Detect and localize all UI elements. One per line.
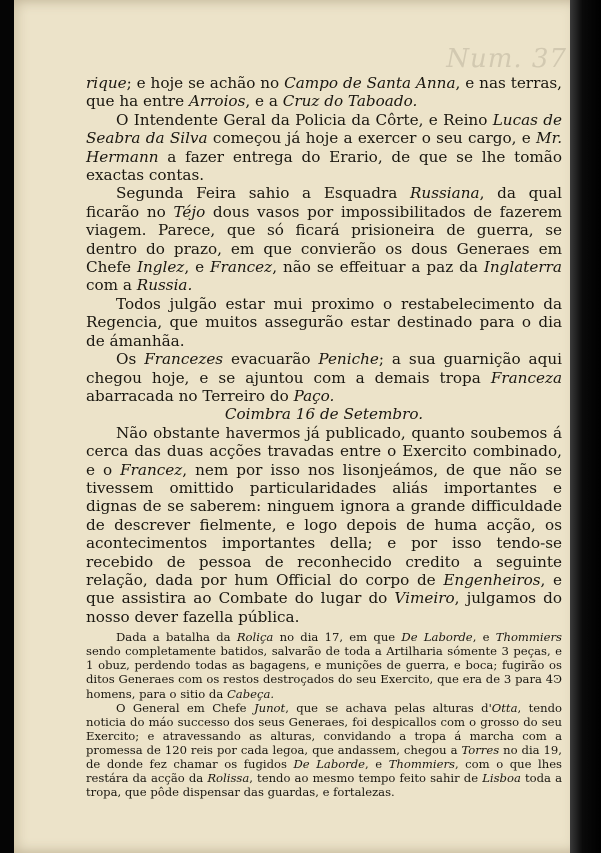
text-run: , e nas terras, que ha entre xyxy=(86,74,563,111)
text-run: , julgamos do nosso dever fazella pública. xyxy=(86,589,563,626)
italic-run: Lisboa xyxy=(482,771,521,786)
italic-run: Junot xyxy=(253,700,286,715)
italic-run: Vimeiro xyxy=(394,589,455,608)
text-run: , nem por isso nos lisonjeámos, de que não se tivessem omittido particularidades aliás importantes e dignas de se saberem: ninguem ignora a grande difficuldade de descrever fielmente, e logo depois de huma acção, os acontecimentos importantes della; e por isso tendo-se recebido de pessoa de reconhecido credito a seguinte relação, dada por hum Official do corpo de xyxy=(86,460,562,589)
paragraph-2 xyxy=(86,184,562,294)
italic-run: Téjo xyxy=(173,202,206,221)
text-run: Dada a batalha da xyxy=(116,630,237,645)
running-header: Num. 37 xyxy=(446,44,567,74)
text-run: no dia 19, de donde fez chamar os fugidos xyxy=(86,742,562,772)
text-run: toda a tropa, que pôde dispensar das guardas, e fortalezas. xyxy=(86,771,562,800)
text-run: evacuarão xyxy=(223,350,319,369)
text-run: , com o que lhes restára da acção da xyxy=(86,757,563,786)
italic-run: Russiana xyxy=(410,184,480,203)
italic-run: Russia. xyxy=(136,276,193,295)
italic-run: Mr. Hermann xyxy=(86,129,563,166)
text-run: a fazer entrega do Erario, de que se lhe tomão exactas contas. xyxy=(86,147,562,185)
text-run: , não se effeituar a paz da xyxy=(272,258,484,277)
text-run: dous vasos por impossibilitados de fazerem viagem. Parece, que só ficará prisioneira de guerra, se dentro do prazo, em que convierão os dous Generaes em Chefe xyxy=(86,202,562,277)
text-run: com a xyxy=(86,276,137,295)
paragraph-7 xyxy=(86,701,562,800)
italic-run: Roliça xyxy=(236,630,274,645)
italic-run: Cruz do Taboado. xyxy=(282,92,418,111)
italic-run: Thommiers xyxy=(388,757,455,772)
italic-run: De Laborde xyxy=(401,630,473,645)
italic-run: De Laborde xyxy=(293,757,366,772)
paragraph-3 xyxy=(86,295,562,350)
text-run: , e que assistira ao Combate do lugar do xyxy=(86,570,562,608)
text-run: O Intendente Geral da Policia da Côrte, e Reino xyxy=(116,110,493,129)
italic-run: Franceza xyxy=(490,368,562,387)
body-text xyxy=(86,74,562,799)
italic-run: Thommiers xyxy=(495,630,562,645)
text-run: sendo completamente batidos, salvarão de toda a Artilharia sómente 3 peças, e 1 obuz, perdendo todas as bagagens, e munições de guerra, e boca; fugirão os ditos Generaes com os restos destroçados do seu Exercito, que era de 3 para 4Ͽ homens, para o sitio da xyxy=(86,644,562,701)
paragraph-5 xyxy=(86,424,562,626)
text-run: , e xyxy=(184,258,211,277)
italic-run: Lucas de Seabra da Silva xyxy=(86,110,563,148)
italic-run: Torres xyxy=(461,742,500,757)
text-run: , e xyxy=(472,630,496,645)
italic-run: rique xyxy=(86,74,127,92)
italic-run: Francezes xyxy=(144,350,224,369)
text-run: abarracada no Terreiro do xyxy=(86,386,294,405)
text-run: ; e hoje se achão no xyxy=(126,74,285,92)
italic-run: Francez xyxy=(210,258,273,277)
text-run: Os xyxy=(116,350,145,369)
italic-run: Francez xyxy=(120,460,183,479)
text-run: Não obstante havermos já publicado, quanto soubemos á cerca das duas acções travadas entre o Exercito combinado, e o xyxy=(86,423,562,479)
dateline-heading: Coimbra 16 de Setembro. xyxy=(224,405,424,424)
italic-run: Otta xyxy=(491,700,518,715)
text-run: O General em Chefe xyxy=(116,700,254,715)
text-run: , que se achava pelas alturas d' xyxy=(285,700,492,715)
italic-run: Inglaterra xyxy=(483,258,562,277)
italic-run: Rolissa xyxy=(207,771,250,786)
paragraph-4 xyxy=(86,350,562,405)
scanned-page xyxy=(14,0,585,853)
text-run: , e a xyxy=(245,92,283,111)
italic-run: Arroios xyxy=(188,92,246,111)
italic-run: Cabeça. xyxy=(226,686,275,701)
paragraph-1 xyxy=(86,111,562,185)
italic-run: Campo de Santa Anna xyxy=(284,74,456,92)
scan-edge xyxy=(570,0,601,853)
italic-run: Engenheiros xyxy=(443,570,541,589)
paragraph-0 xyxy=(86,74,562,111)
text-run: no dia 17, em que xyxy=(273,630,402,645)
italic-run: Peniche xyxy=(318,350,379,369)
text-run: , tendo noticia do máo successo dos seus Generaes, foi despicallos com o grosso do seu Exercito; e atravessando as alturas, convidando a tropa á marcha com a promessa de 120 reis por cada legoa, que andassem, chegou a xyxy=(86,700,562,757)
paragraph-6 xyxy=(86,630,562,700)
text-run: , da qual ficarão no xyxy=(86,184,562,221)
text-run: Segunda Feira sahio a Esquadra xyxy=(116,184,410,203)
text-run: Todos julgão estar mui proximo o restabelecimento da Regencia, que muitos assegurão estar destinado para o dia de ámanhãa. xyxy=(86,294,562,350)
text-run: ; a sua guarnição aqui chegou hoje, e se ajuntou com a demais tropa xyxy=(86,350,562,387)
text-run: começou já hoje a exercer o seu cargo, e xyxy=(207,129,537,148)
text-run: , tendo ao mesmo tempo feito sahir de xyxy=(249,771,483,786)
italic-run: Inglez xyxy=(136,258,185,277)
italic-run: Paço. xyxy=(293,386,335,405)
text-run: , e xyxy=(365,757,389,772)
